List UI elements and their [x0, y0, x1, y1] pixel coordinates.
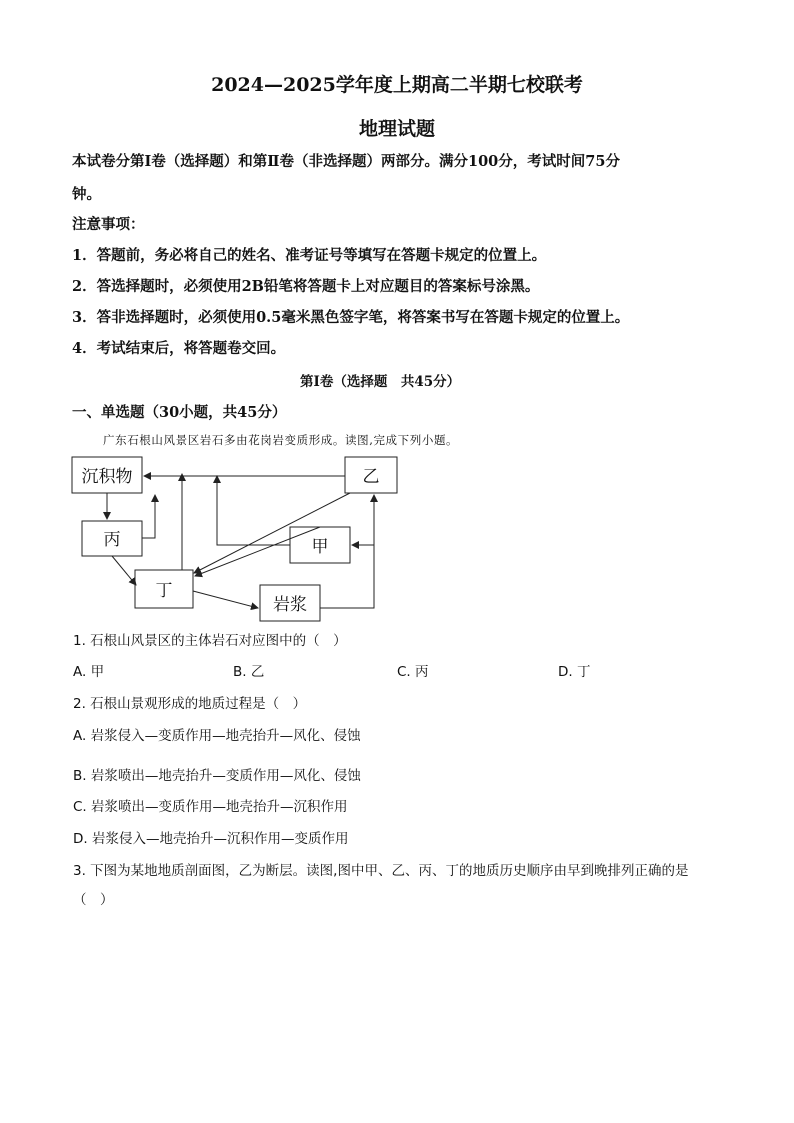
notice-item-3: 3．答非选择题时，必须使用0.5毫米黑色签字笔，将答案书写在答题卡规定的位置上。	[72, 309, 630, 326]
arrow-bing-to-ding	[112, 556, 136, 585]
notice-item-2: 2．答选择题时，必须使用2B铅笔将答题卡上对应题目的答案标号涂黑。	[72, 278, 540, 295]
question-1-stem: 1. 石根山风景区的主体岩石对应图中的（ ）	[73, 633, 347, 649]
question-1-option-a: A. 甲	[73, 664, 105, 680]
question-2-option-c: C. 岩浆喷出—变质作用—地壳抬升—沉积作用	[73, 799, 348, 815]
question-1-option-b: B. 乙	[233, 664, 265, 680]
subject-title: 地理试题	[358, 118, 435, 140]
section-heading: 一、单选题（30小题，共45分）	[72, 404, 287, 421]
label-sediment: 沉积物	[81, 467, 133, 487]
notice-heading: 注意事项：	[72, 216, 145, 233]
label-yi: 乙	[362, 467, 380, 487]
arrow-bing-to-sediment	[142, 495, 155, 538]
question-2-stem: 2. 石根山景观形成的地质过程是（ ）	[73, 696, 307, 712]
label-magma: 岩浆	[273, 595, 307, 615]
question-1-option-d: D. 丁	[558, 664, 591, 680]
intro-line-1: 本试卷分第Ⅰ卷（选择题）和第Ⅱ卷（非选择题）两部分。满分100分，考试时间75分	[72, 153, 620, 170]
question-2-option-b: B. 岩浆喷出—地壳抬升—变质作用—风化、侵蚀	[73, 768, 361, 784]
part-title: 第Ⅰ卷（选择题 共45分）	[300, 374, 461, 390]
rock-cycle-diagram	[60, 450, 420, 630]
question-2-option-d: D. 岩浆侵入—地壳抬升—沉积作用—变质作用	[73, 831, 349, 847]
question-3-stem: 3. 下图为某地地质剖面图，乙为断层。读图,图中甲、乙、丙、丁的地质历史顺序由早到晚排列正确的是	[73, 863, 689, 879]
question-1-option-c: C. 丙	[397, 664, 429, 680]
arrow-jia-to-sediment	[217, 476, 290, 545]
notice-item-1: 1．答题前，务必将自己的姓名、准考证号等填写在答题卡规定的位置上。	[72, 247, 547, 264]
arrow-ding-to-magma	[193, 591, 258, 608]
exam-title: 2024—2025学年度上期高二半期七校联考	[211, 74, 583, 96]
question-2-option-a: A. 岩浆侵入—变质作用—地壳抬升—风化、侵蚀	[73, 728, 361, 744]
label-ding: 丁	[155, 581, 173, 601]
question-3-stem-cont: （ ）	[73, 892, 114, 908]
label-bing: 丙	[103, 530, 121, 550]
notice-item-4: 4．考试结束后，将答题卷交回。	[72, 340, 286, 357]
material-text: 广东石根山风景区岩石多由花岗岩变质形成。读图,完成下列小题。	[103, 433, 459, 447]
label-jia: 甲	[311, 537, 329, 557]
intro-line-2: 钟。	[72, 186, 101, 203]
